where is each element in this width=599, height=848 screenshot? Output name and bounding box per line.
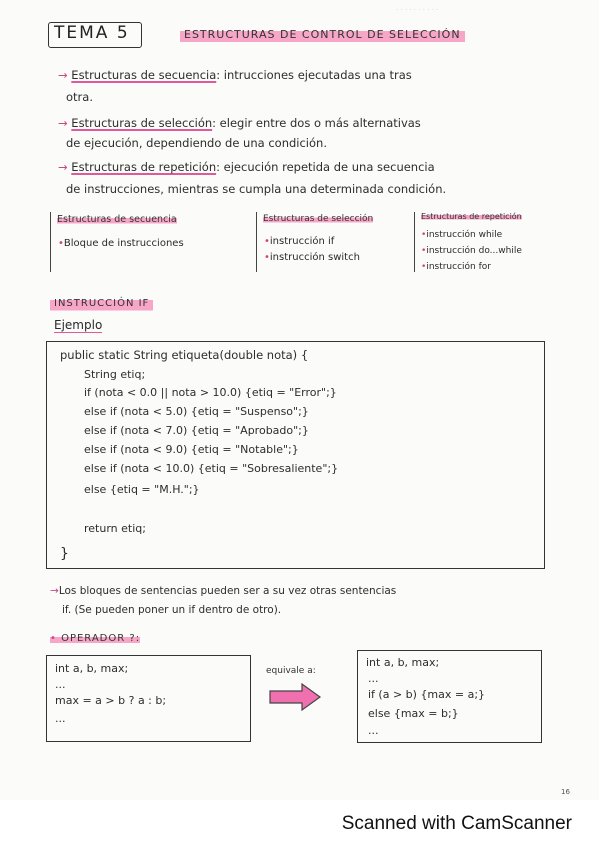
definition-3 xyxy=(58,160,435,174)
column-divider xyxy=(256,212,257,272)
column-divider xyxy=(50,212,51,272)
definition-term: Estructuras de repetición xyxy=(71,160,217,174)
tema-label: TEMA 5 xyxy=(54,23,130,43)
column-item: •instrucción switch xyxy=(264,252,360,263)
section-title: INSTRUCCIÓN IF xyxy=(50,296,153,312)
column-item: •instrucción do...while xyxy=(421,246,522,256)
column-divider xyxy=(414,212,415,272)
bleed-through-text: · · · · · · · · · · xyxy=(396,6,439,14)
operator-title: • OPERADOR ?: xyxy=(50,633,141,644)
operator-right-line: int a, b, max; xyxy=(366,656,440,669)
code-line: else if (nota < 9.0) {etiq = "Notable";} xyxy=(84,443,299,456)
definition-2-cont: de ejecución, dependiendo de una condición. xyxy=(66,136,327,150)
arrow-icon: → xyxy=(58,116,68,130)
column-title-secuencia: Estructuras de secuencia xyxy=(57,214,177,225)
code-line: else if (nota < 10.0) {etiq = "Sobresaliente";} xyxy=(84,462,339,475)
operator-left-line: int a, b, max; xyxy=(55,662,129,675)
arrow-icon: → xyxy=(50,585,59,597)
page-title: ESTRUCTURAS DE CONTROL DE SELECCIÓN xyxy=(180,25,465,45)
code-line: return etiq; xyxy=(84,522,146,535)
code-line: else if (nota < 7.0) {etiq = "Aprobado";} xyxy=(84,424,309,437)
column-title-seleccion: Estructuras de selección xyxy=(263,214,374,224)
arrow-icon: → xyxy=(58,160,68,174)
example-label: Ejemplo xyxy=(54,318,103,332)
definition-3-cont: de instrucciones, mientras se cumpla una determinada condición. xyxy=(66,182,447,196)
column-item: •instrucción for xyxy=(421,262,491,272)
operator-right-line: ... xyxy=(368,724,379,737)
code-line: else if (nota < 5.0) {etiq = "Suspenso";} xyxy=(84,405,309,418)
code-line: if (nota < 0.0 || nota > 10.0) {etiq = "Error";} xyxy=(84,386,337,399)
right-arrow-icon xyxy=(268,682,322,712)
page-number: 16 xyxy=(561,788,570,796)
note-line: →Los bloques de sentencias pueden ser a su vez otras sentencias xyxy=(50,585,397,597)
equivale-label: equivale a: xyxy=(266,666,316,676)
definition-term: Estructuras de secuencia xyxy=(71,68,217,82)
code-line: public static String etiqueta(double nota) { xyxy=(60,348,309,362)
definition-text: : ejecución repetida de una secuencia xyxy=(216,160,435,174)
operator-right-line: ... xyxy=(368,672,379,685)
code-line: String etiq; xyxy=(84,368,146,381)
definition-term: Estructuras de selección xyxy=(71,116,213,130)
operator-left-line: ... xyxy=(55,712,66,725)
definition-text: : elegir entre dos o más alternativas xyxy=(212,116,421,130)
operator-right-line: else {max = b;} xyxy=(368,707,459,720)
operator-left-line: ... xyxy=(55,678,66,691)
operator-right-line: if (a > b) {max = a;} xyxy=(368,688,486,701)
code-line: } xyxy=(60,546,69,562)
column-item: •instrucción while xyxy=(421,230,503,240)
definition-2 xyxy=(58,116,421,130)
column-item: •instrucción if xyxy=(264,236,335,247)
definition-text: : intrucciones ejecutadas una tras xyxy=(216,68,412,82)
column-title-repeticion: Estructuras de repetición xyxy=(421,212,522,221)
arrow-icon: → xyxy=(58,68,68,82)
operator-left-line: max = a > b ? a : b; xyxy=(55,694,167,707)
note-line-cont: if. (Se pueden poner un if dentro de otro). xyxy=(62,604,282,616)
column-item: •Bloque de instrucciones xyxy=(58,238,184,249)
definition-1 xyxy=(58,68,412,82)
code-line: else {etiq = "M.H.";} xyxy=(84,483,200,496)
definition-1-cont: otra. xyxy=(66,90,93,104)
scanner-watermark: Scanned with CamScanner xyxy=(341,813,572,834)
